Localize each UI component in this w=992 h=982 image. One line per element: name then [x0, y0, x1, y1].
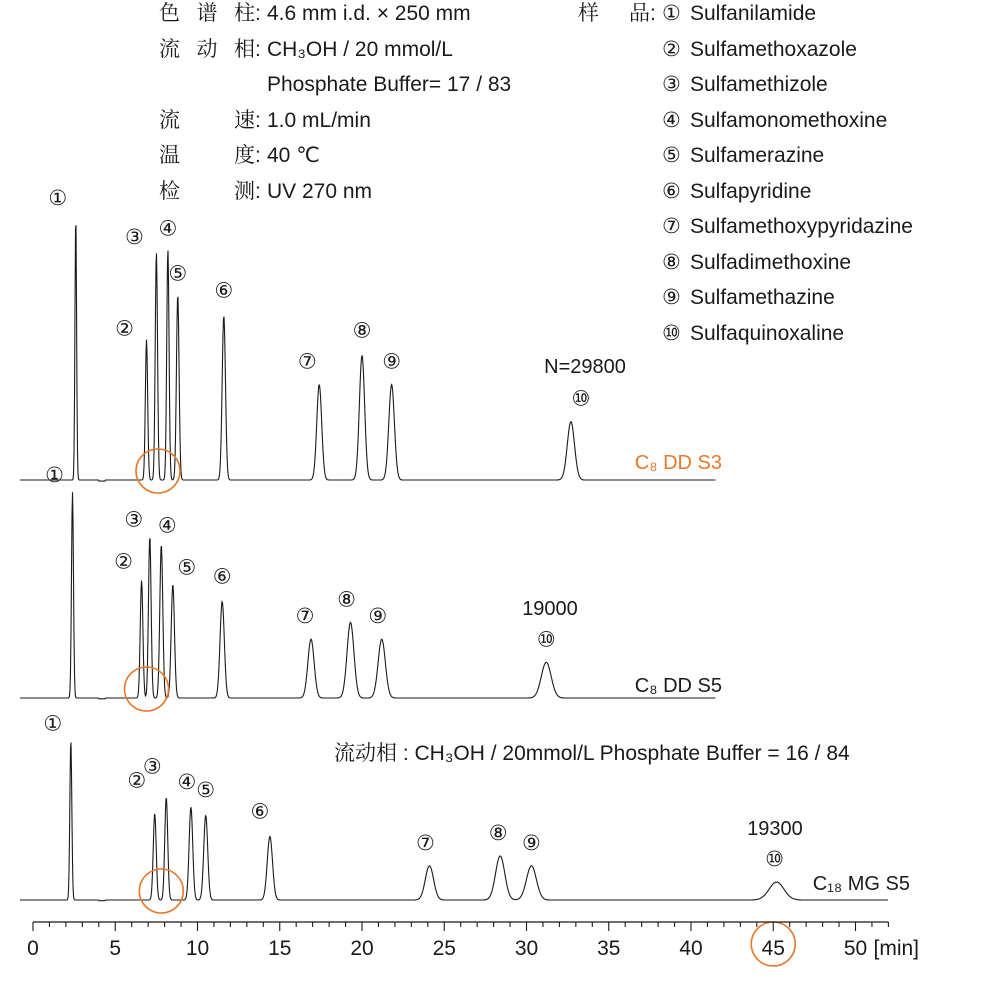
peak-label: ⑧ [352, 319, 372, 343]
peak-label: ⑦ [297, 350, 317, 374]
sample-number: ③ [662, 73, 681, 96]
sample-name: Sulfadimethoxine [690, 250, 852, 274]
samples-label: 样 品 [578, 2, 650, 25]
colon: : [255, 2, 261, 25]
sample-number: ① [662, 2, 681, 25]
series-label: C₁₈ MG S5 [812, 873, 910, 895]
peak-label: ⑧ [337, 588, 356, 612]
peak-label: ④ [158, 217, 178, 241]
chromatogram-trace [20, 225, 716, 481]
sample-name: Sulfanilamide [690, 2, 817, 25]
plate-number-label: 19300 [747, 818, 803, 840]
colon: : [255, 108, 261, 132]
peak-label: ⑥ [214, 279, 234, 303]
peak-label: ⑤ [177, 556, 197, 580]
mobile-phase-value-1: CH₃OH / 20 mmol/L [267, 37, 453, 61]
sample-name: Sulfapyridine [690, 179, 812, 203]
mobile-phase-note: 流动相 : CH₃OH / 20mmol/L Phosphate Buffer = 16 / 84 [334, 742, 850, 765]
x-tick-label: 0 [27, 937, 39, 960]
x-tick-label: 20 [350, 937, 374, 960]
series-label: C₈ DD S3 [634, 452, 722, 474]
peak-label: ③ [142, 755, 162, 779]
peak-label: ② [115, 317, 134, 341]
sample-number: ⑤ [662, 144, 681, 167]
sample-number: ⑩ [662, 321, 681, 345]
sample-name: Sulfamerazine [690, 144, 825, 167]
colon: : [650, 2, 656, 25]
x-tick-label: 10 [185, 937, 210, 960]
peak-label: ① [45, 464, 64, 488]
sample-number: ⑦ [662, 215, 681, 238]
detection-value: UV 270 nm [267, 179, 373, 203]
peak-label: ⑩ [765, 848, 784, 872]
detection-label: 检 测 [159, 179, 255, 203]
sample-number: ⑨ [662, 286, 681, 309]
peak-label: ③ [124, 508, 144, 532]
sample-number: ⑧ [662, 250, 681, 274]
column-value: 4.6 mm i.d. × 250 mm [267, 2, 471, 25]
highlight-circle [136, 449, 180, 493]
peak-label: ④ [157, 514, 177, 538]
sample-number: ② [662, 37, 681, 61]
plate-number-label: 19000 [522, 598, 578, 620]
sample-name: Sulfamethoxypyridazine [690, 215, 913, 238]
temperature-label: 温 度 [159, 144, 255, 167]
x-tick-label: 40 [679, 937, 703, 960]
peak-label: ⑧ [488, 821, 508, 845]
peak-label: ⑤ [168, 262, 188, 286]
peak-label: ⑦ [416, 831, 435, 855]
colon: : [255, 179, 261, 203]
sample-number: ⑥ [662, 179, 681, 203]
peak-label: ⑨ [522, 831, 541, 855]
peak-label: ② [114, 550, 133, 574]
column-label: 色谱柱 [159, 2, 255, 25]
mobile-phase-label: 流动相 [159, 37, 255, 61]
peak-label: ④ [177, 771, 197, 795]
x-tick-label: 15 [268, 937, 292, 960]
peak-label: ⑦ [295, 605, 315, 629]
mobile-phase-value-2: Phosphate Buffer= 17 / 83 [267, 73, 512, 96]
x-axis-unit: [min] [873, 937, 920, 960]
sample-name: Sulfamonomethoxine [690, 108, 888, 132]
peak-label: ⑨ [368, 605, 388, 629]
peak-label: ③ [124, 226, 144, 250]
plate-number-label: N=29800 [544, 356, 626, 378]
highlight-circle [139, 869, 183, 913]
sample-number: ④ [662, 108, 681, 132]
peak-label: ① [48, 187, 68, 210]
peak-label: ⑩ [571, 387, 591, 411]
peak-label: ⑥ [250, 800, 270, 824]
x-tick-label: 45 [761, 937, 785, 960]
peak-label: ⑩ [536, 628, 556, 652]
peak-label: ① [43, 712, 63, 736]
peak-label: ⑤ [196, 779, 216, 803]
colon: : [255, 144, 261, 167]
peak-label: ⑨ [382, 350, 402, 374]
x-tick-label: 30 [514, 937, 539, 960]
sample-name: Sulfamethizole [690, 73, 828, 96]
colon: : [255, 37, 261, 61]
x-tick-label: 25 [432, 937, 456, 960]
series-label: C₈ DD S5 [634, 675, 722, 697]
peak-label: ⑥ [212, 565, 232, 589]
flow-value: 1.0 mL/min [267, 108, 371, 132]
sample-name: Sulfamethoxazole [690, 37, 857, 61]
x-tick-label: 5 [109, 937, 122, 960]
sample-name: Sulfaquinoxaline [690, 321, 845, 345]
temperature-value: 40 ℃ [267, 144, 320, 167]
x-tick-label: 35 [597, 937, 621, 960]
x-tick-label: 50 [843, 937, 868, 960]
flow-label: 流 速 [159, 108, 255, 132]
peak-label: ② [127, 769, 147, 793]
sample-name: Sulfamethazine [690, 286, 835, 309]
